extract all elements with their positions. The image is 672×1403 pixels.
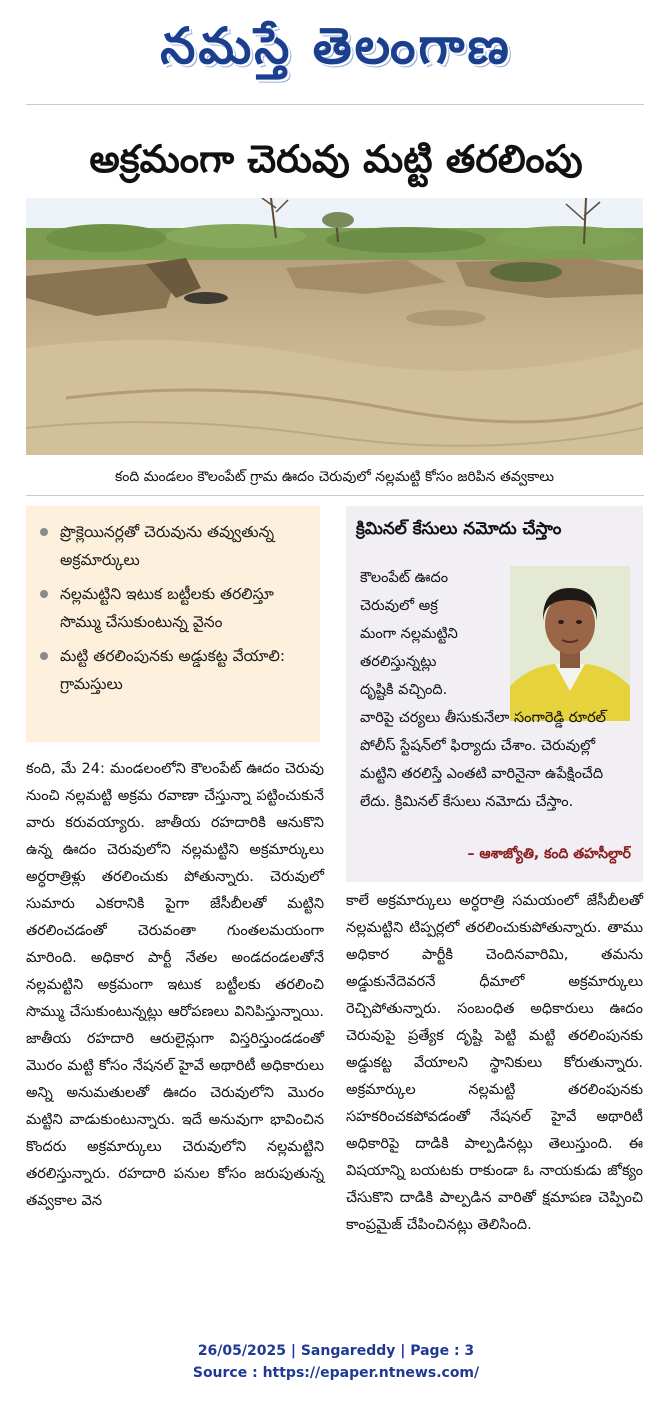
quote-line: తరలిస్తున్నట్లు	[360, 654, 437, 670]
top-divider	[26, 104, 644, 105]
newspaper-logo: నమస్తే తెలంగాణ	[160, 16, 512, 75]
bullet-icon	[40, 590, 48, 598]
article-body-right: కాలే అక్రమార్కులు అర్ధరాత్రి సమయంలో జేసీబీలతో నల్లమట్టిని టిప్పర్లలో తరలించుకుపోతున్నారు. తాము అధికార పార్టీకి చెందినవారిమి, తమను అడ్డుకునేదెవరనే ధీమాలో అక్రమార్కులు రెచ్చిపోతున్నారు. సంబంధిత అధికారులు ఊదం చెరువుపై ప్రత్యేక దృష్టి పెట్టి మట్టి తరలింపునకు అడ్డుకట్ట వేయాలని స్థానికులు కోరుతున్నారు. అక్రమార్కుల నల్లమట్టి తరలింపునకు సహకరించకపోవడంతో నేషనల్ హైవే అథారిటీ అధికారిపై దాడికి పాల్పడినట్లు తెలుస్తుంది. ఈ విషయాన్ని బయటకు రాకుండా ఓ నాయకుడు జోక్యం చేసుకొని దాడికి పాల్పడిన వారితో క్షమాపణ చెప్పించి కాంప్రమైజ్ చేపించినట్లు తెలిసింది.	[346, 893, 643, 1233]
highlight-item	[38, 642, 312, 698]
masthead	[0, 6, 672, 86]
highlight-text: మట్టి తరలింపునకు అడ్డుకట్ట వేయాలి: గ్రామస్తులు	[60, 647, 286, 693]
bullet-icon	[40, 652, 48, 660]
highlight-text: నల్లమట్టిని ఇటుక బట్టీలకు తరలిస్తూ సొమ్ము చేసుకుంటున్న వైనం	[60, 585, 274, 631]
quote-line: మంగా నల్లమట్టిని	[360, 626, 458, 642]
photo-caption: కంది మండలం కౌలంపేట్ గ్రామ ఊదం చెరువులో నల్లమట్టి కోసం జరిపిన తవ్వకాలు	[114, 469, 555, 485]
news-photo	[26, 198, 643, 455]
article-headline: అక్రమంగా చెరువు మట్టి తరలింపు	[89, 137, 583, 181]
official-quote-box	[346, 506, 643, 882]
highlight-text: ప్రొక్లెయినర్లతో చెరువును తవ్వుతున్న అక్రమార్కులు	[60, 523, 275, 569]
article-column-left	[26, 756, 324, 1215]
edition-info: 26/05/2025 | Sangareddy | Page : 3	[197, 1343, 475, 1359]
quote-box-title: క్రిమినల్ కేసులు నమోదు చేస్తాం	[356, 519, 562, 539]
quote-box-text	[360, 564, 630, 816]
quote-signature: – ఆశాజ్యోతి, కంది తహసీల్దార్	[467, 846, 631, 862]
highlight-item	[38, 580, 312, 636]
quote-line: కౌలంపేట్ ఊదం	[360, 570, 449, 586]
quote-paragraph: వారిపై చర్యలు తీసుకునేలా సంగారెడ్డి రూరల్ పోలీస్ స్టేషన్‌లో ఫిర్యాదు చేశాం. చెరువుల్లో మట్టిని తరలిస్తే ఎంతటి వారినైనా ఉపేక్షించేది లేదు. క్రిమినల్ కేసులు నమోదు చేస్తాం.	[360, 710, 606, 810]
lake-excavation-photo	[26, 198, 643, 455]
highlights-list	[26, 506, 320, 698]
highlights-box	[26, 506, 320, 742]
article-body-left: కంది, మే 24: మండలంలోని కౌలంపేట్ ఊదం చెరువు నుంచి నల్లమట్టి అక్రమ రవాణా చేస్తున్నా పట్టించుకునే వారు కరువయ్యారు. జాతీయ రహదారికి ఆనుకొని ఉన్న ఊదం చెరువులోని నల్లమట్టిని అక్రమార్కులు అర్ధరాత్రిళ్లు తరలించుకు పోతున్నారు. చెరువులో సుమారు ఎకరానికి పైగా జేసీబీలతో మట్టిని తరలించడంతో చెరువంతా గుంతలమయంగా మారింది. అధికార పార్టీ నేతల అండదండలతోనే నల్లమట్టిని అక్రమంగా ఇటుక బట్టీలకు తరలించి సొమ్ము చేసుకుంటున్నట్లు ఆరోపణలు వినిపిస్తున్నాయి. జాతీయ రహదారి ఆరులైన్లుగా విస్తరిస్తుండడంతో మొరం మట్టి కోసం నేషనల్ హైవే అథారిటీ అధికారులు అన్ని అనుమతులతో ఊదం చెరువులోని మొరం మట్టిని వాడుకుంటున్నారు. ఇదే అనువుగా భావించిన కొందరు అక్రమార్కులు చెరువులోని నల్లమట్టిని తరలిస్తున్నారు. రహదారి పనుల కోసం జరుపుతున్న తవ్వకాల వెన	[26, 761, 324, 1209]
caption-divider	[26, 495, 644, 496]
source-link[interactable]: Source : https://epaper.ntnews.com/	[192, 1365, 480, 1381]
quote-line: చెరువులో అక్ర	[360, 598, 438, 614]
bullet-icon	[40, 528, 48, 536]
quote-line: దృష్టికి వచ్చింది.	[360, 682, 448, 698]
page-footer	[0, 1340, 672, 1384]
article-column-right	[346, 888, 643, 1239]
highlight-item	[38, 518, 312, 574]
